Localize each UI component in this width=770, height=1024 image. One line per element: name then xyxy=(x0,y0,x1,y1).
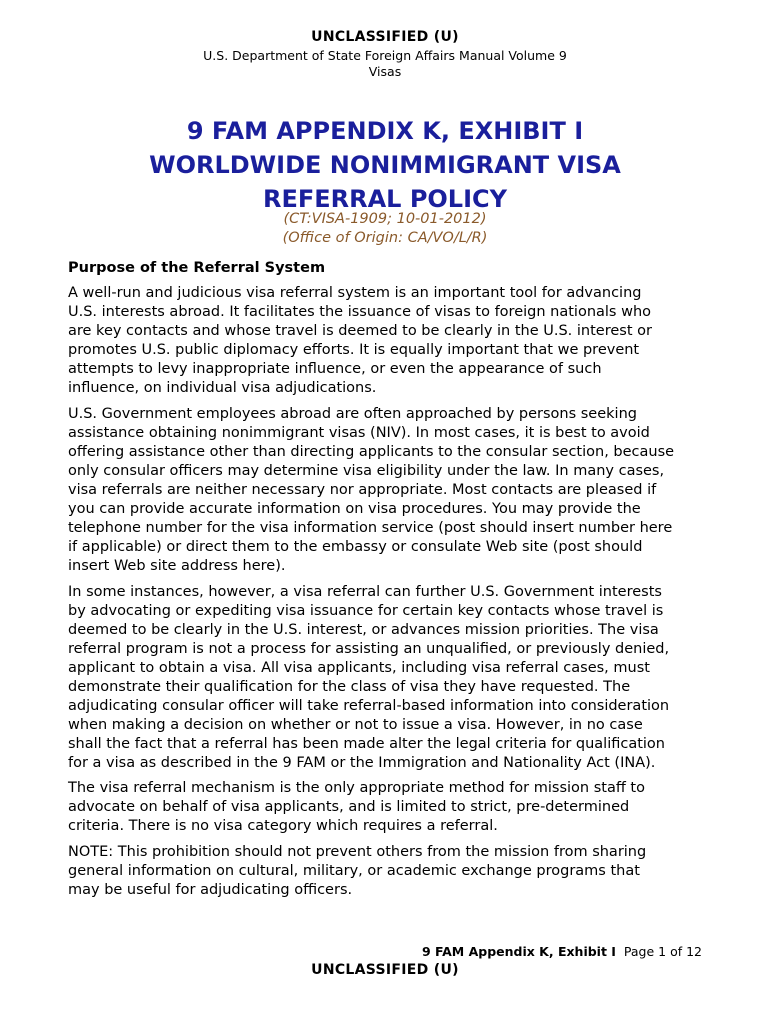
title-line-3: REFERRAL POLICY xyxy=(262,185,508,213)
classification-header: UNCLASSIFIED (U) xyxy=(311,29,459,45)
paragraph-1: A well-run and judicious visa referral system is an important tool for advancing U.S. interests abroad. It facilitates the issuance of visas to foreign nationals who are key contacts and whose travel is deemed to be clearly in the U.S. interest or promotes U.S. public diplomacy efforts. It is equally important that we prevent attempts to levy inappropriate influence, or even the appearance of such influence, on individual visa adjudications. xyxy=(68,285,652,396)
page-footer xyxy=(0,944,702,959)
transmittal-info: (CT:VISA-1909; 10-01-2012) xyxy=(283,211,487,227)
volume-subject: Visas xyxy=(368,64,402,79)
title-line-1: 9 FAM APPENDIX K, EXHIBIT I xyxy=(186,117,584,145)
section-heading: Purpose of the Referral System xyxy=(68,260,326,276)
manual-title: U.S. Department of State Foreign Affairs Manual Volume 9 xyxy=(203,48,567,63)
classification-footer: UNCLASSIFIED (U) xyxy=(311,962,459,978)
paragraph-5: NOTE: This prohibition should not prevent others from the mission from sharing general information on cultural, military, or academic exchange programs that may be useful for adjudicating officers. xyxy=(68,844,647,898)
paragraph-4: The visa referral mechanism is the only appropriate method for mission staff to advocate on behalf of visa applicants, and is limited to strict, pre-determined criteria. There is no visa category which requires a referral. xyxy=(68,780,645,834)
footer-reference: 9 FAM Appendix K, Exhibit I xyxy=(421,944,616,959)
office-of-origin: (Office of Origin: CA/VO/L/R) xyxy=(282,230,488,246)
title-line-2: WORLDWIDE NONIMMIGRANT VISA xyxy=(149,151,621,179)
document-title xyxy=(0,114,770,216)
paragraph-2: U.S. Government employees abroad are often approached by persons seeking assistance obtaining nonimmigrant visas (NIV). In most cases, it is best to avoid offering assistance other than directing applicants to the consular section, because only consular officers may determine visa eligibility under the law. In many cases, visa referrals are neither necessary nor appropriate. Most contacts are pleased if you can provide accurate information on visa procedures. You may provide the telephone number for the visa information service (post should insert number here if applicable) or direct them to the embassy or consulate Web site (post should insert Web site address here). xyxy=(68,406,675,574)
page-number: Page 1 of 12 xyxy=(623,944,702,959)
paragraph-3: In some instances, however, a visa referral can further U.S. Government interests by advocating or expediting visa issuance for certain key contacts whose travel is deemed to be clearly in the U.S. interest, or advances mission priorities. The visa referral program is not a process for assisting an unqualified, or previously denied, applicant to obtain a visa. All visa applicants, including visa referral cases, must demonstrate their qualification for the class of visa they have requested. The adjudicating consular officer will take referral-based information into consideration when making a decision on whether or not to issue a visa. However, in no case shall the fact that a referral has been made alter the legal criteria for qualification for a visa as described in the 9 FAM or the Immigration and Nationality Act (INA). xyxy=(68,584,670,771)
